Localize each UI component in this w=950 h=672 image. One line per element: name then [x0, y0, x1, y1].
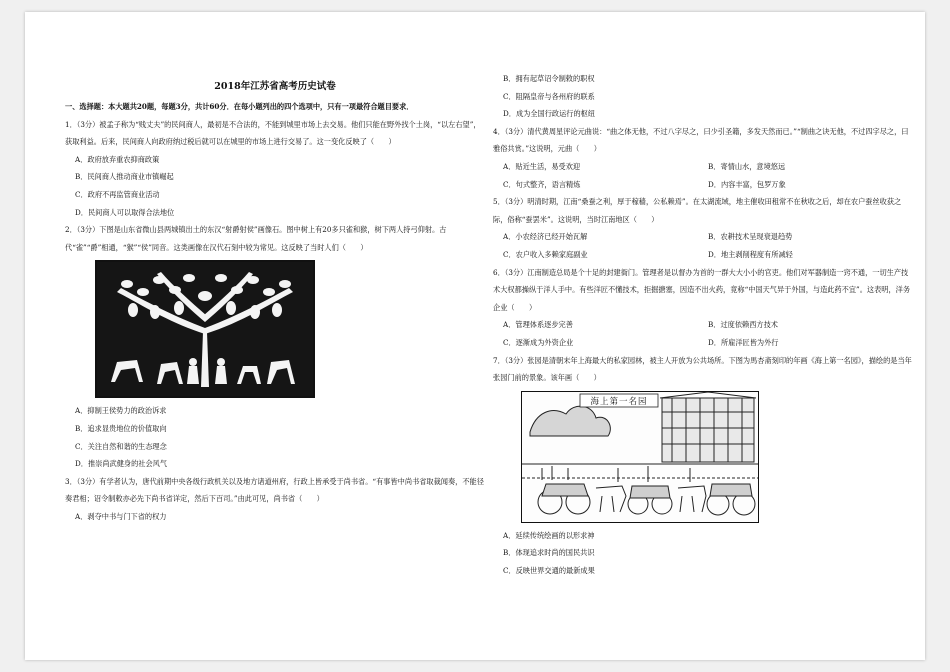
q2-option-c: C．关注自然和谐的生态理念 [75, 441, 167, 451]
q1-option-d: D．民间商人可以取得合法地位 [75, 207, 175, 217]
q2-option-d: D．推崇尚武健身的社会风气 [75, 459, 168, 469]
q6-option-c: C．逐渐成为外资企业 [503, 337, 574, 347]
q7-option-c: C．反映世界交通的最新成果 [503, 565, 595, 575]
q5-options-row-2 [493, 246, 913, 264]
zhang-garden-print-image [521, 391, 759, 523]
han-stone-relief-image [95, 260, 315, 398]
q4-options-row-2 [493, 176, 913, 194]
q3-option-b: B．拥有起草诏令制敕的职权 [503, 74, 595, 83]
q4-options-row-1 [493, 158, 913, 176]
question-1: 1．（3分）被孟子称为“贱丈夫”的民间商人，最初是不合法的，不能到城里市场上去交易。他们只能在野外找个土岗，“以左右望”，获取利益。后来，民间商人向政府纳过税后就可以在城里的市场上进行交易了。这一变化反映了（ ） [65, 119, 481, 147]
q3-option-a: A．剥夺中书与门下省的权力 [75, 511, 167, 521]
right-column [493, 70, 913, 579]
q5-options-row-1 [493, 228, 913, 246]
q7-option-a: A．延续传统绘画的以形求神 [503, 530, 595, 540]
q4-option-a: A．贴近生活，易受欢迎 [503, 161, 581, 171]
print-illustration [522, 392, 758, 522]
q4-option-d: D．内容丰富，包罗万象 [708, 179, 786, 189]
question-3: 3．（3分）有学者认为，唐代前期中央各级行政机关以及地方诸道州府，行政上皆承受于尚书省。“有事皆中尚书省取裁闻奏，不能径奏君相；诏令制敕亦必先下尚书省详定，然后下百司。”由此可见，尚书省（ ） [65, 476, 484, 504]
q2-option-a: A．抑制王侯势力的政治诉求 [75, 406, 167, 416]
q1-option-a: A．政府放弃重农抑商政策 [75, 154, 160, 164]
q6-options-row-1 [493, 316, 913, 334]
q6-options-row-2 [493, 334, 913, 352]
print-banner-text: 海上第一名园 [590, 396, 648, 407]
q4-option-c: C．句式整齐，语言精炼 [503, 179, 581, 189]
relief-illustration [97, 262, 313, 396]
q5-option-c: C．农户收入多赖家庭副业 [503, 249, 588, 259]
question-2: 2．（3分）下图是山东省微山县两城镇出土的东汉“射爵射侯”画像石。图中树上有20多只雀和猴，树下两人持弓仰射。古代“雀”“爵”相通，“猴”“侯”同音。这类画像在汉代石刻中较为常见。这反映了当时人们（ ） [65, 225, 447, 252]
q5-option-a: A．小农经济已经开始瓦解 [503, 232, 588, 242]
section-heading: 一、选择题：本大题共20题，每题3分，共计60分．在每小题列出的四个选项中，只有一项最符合题目要求． [65, 102, 414, 111]
q6-option-d: D．所雇洋匠皆为外行 [708, 337, 779, 347]
q6-option-a: A．管理体系逐步完善 [503, 320, 573, 330]
q4-option-b: B．寄情山水，意境悠远 [708, 161, 786, 171]
q1-option-c: C．政府不再监管商业活动 [75, 189, 160, 199]
q7-option-b: B．体现追求时尚的国民共识 [503, 548, 595, 558]
question-7: 7．（3分）张园是清朝末年上海最大的私家园林，被主人开放为公共场所。下图为馬杏斋刻印的年画《海上第一名园》，描绘的是当年张园门前的景象。该年画（ ） [493, 355, 912, 383]
question-4: 4．（3分）清代黄周星评论元曲说：“曲之体无他，不过八字尽之，曰少引圣籍，多发天然而已。”“制曲之诀无他，不过四字尽之，曰雅俗共赏。”这说明，元曲（ ） [493, 126, 909, 154]
question-6: 6．（3分）江南制造总局是个十足的封建衙门。管理者是以督办为首的一群大大小小的官吏。他们对军器制造一窍不通，一切生产技术大权都操纵于洋人手中。有些洋匠不懂技术，拒掘搪塞，因造不出火药，竟称“中国天气异于外国，与造此药不宜”。这表明，洋务企业（ ） [493, 267, 911, 312]
q5-option-d: D．地主剥削程度有所减轻 [708, 249, 793, 259]
q3-option-c: C．阻隔皇帝与各州府的联系 [503, 91, 595, 101]
left-column [65, 12, 485, 526]
exam-title: 2018年江苏省高考历史试卷 [214, 81, 336, 92]
q6-option-b: B．过度依赖西方技术 [708, 320, 778, 330]
q3-option-d: D．成为全国行政运行的枢纽 [503, 109, 596, 119]
question-5: 5．（3分）明清时期，江南“桑蚕之利，厚于稼穑，公私赖焉”。在太湖流域，地主催收田租常不在秋收之后，却在农户蚕丝收获之际，俗称“蚕罢米”。这说明，当时江南地区（ ） [493, 197, 902, 224]
q2-option-b: B．追求显贵地位的价值取向 [75, 423, 167, 433]
exam-page [25, 12, 925, 660]
q1-option-b: B．民间商人推动商业市镇崛起 [75, 172, 174, 182]
q5-option-b: B．农耕技术呈现衰退趋势 [708, 232, 793, 242]
